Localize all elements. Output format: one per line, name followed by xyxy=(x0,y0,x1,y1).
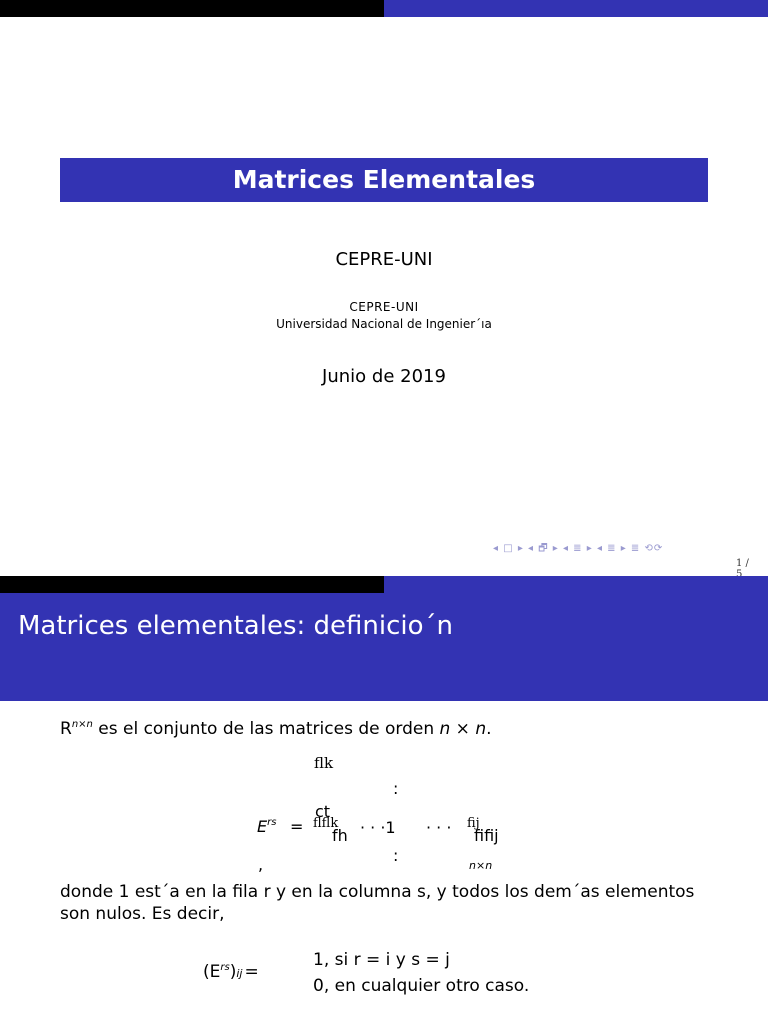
top-bar xyxy=(0,576,768,593)
matrix-bracket-top: ﬂk xyxy=(314,754,334,772)
vertical-dots-bottom: : xyxy=(393,846,399,865)
case-zero: 0, en cualquier otro caso. xyxy=(313,976,530,996)
matrix-E-superscript: rs xyxy=(267,817,277,828)
matrix-equals: = xyxy=(290,817,304,836)
navigation-symbols[interactable]: ◂ □ ▸ ◂ 🗗 ▸ ◂ ≣ ▸ ◂ ≣ ▸ ≣ ⟲⟳ xyxy=(493,543,664,554)
frame-header xyxy=(0,593,768,701)
matrix-ct-glyph: ct xyxy=(315,802,331,821)
explanation-paragraph: donde 1 est´a en la fila r y en la columna s, y todos los dem´as elementos son nulos. Es decir, xyxy=(60,882,695,924)
definition-slide xyxy=(0,576,768,1024)
times-symbol: × xyxy=(450,719,476,739)
n-var-1: n xyxy=(439,719,451,739)
frame-title: Matrices elementales: definicio´n xyxy=(18,611,453,641)
n-var-2: n xyxy=(475,719,487,739)
matrix-comma: , xyxy=(258,855,264,874)
page-number-total: 5 xyxy=(736,569,743,576)
matrix-bracket-fh: fh xyxy=(332,826,348,845)
page-number-current: 1 / xyxy=(736,558,749,569)
date: Junio de 2019 xyxy=(322,366,446,387)
vertical-dots-top: : xyxy=(393,779,399,798)
top-bar-dark xyxy=(0,0,384,17)
matrix-size: n×n xyxy=(469,859,493,872)
set-superscript: n×n xyxy=(71,719,93,730)
institute-short: CEPRE-UNI xyxy=(349,300,419,314)
matrix-dots-one: · · ·1 xyxy=(360,818,396,837)
matrix-bracket-fj: ﬁﬁj xyxy=(474,826,499,845)
presentation-title: Matrices Elementales xyxy=(60,158,708,202)
institute-long: Universidad Nacional de Ingenier´ıa xyxy=(276,317,492,331)
top-bar-blue xyxy=(384,0,768,17)
author: CEPRE-UNI xyxy=(335,249,433,270)
set-symbol: R xyxy=(60,719,72,739)
matrix-bracket-left: ﬂﬂk xyxy=(313,816,339,831)
period: . xyxy=(486,719,492,739)
top-bar-dark xyxy=(0,576,384,593)
page-number xyxy=(736,558,749,576)
case-one: 1, si r = i y s = j xyxy=(313,950,450,970)
matrix-dots-right: · · · xyxy=(426,818,452,837)
matrix-bracket-right: ﬁj xyxy=(467,816,480,831)
cases-lhs: $(E^{rs})ij$ = xyxy=(203,962,259,982)
top-bar-blue xyxy=(384,576,768,593)
definition-line xyxy=(60,719,492,739)
top-bar xyxy=(0,0,768,17)
definition-text: es el conjunto de las matrices de orden xyxy=(92,719,440,739)
matrix-E: $E^{rs}$ xyxy=(257,817,277,836)
